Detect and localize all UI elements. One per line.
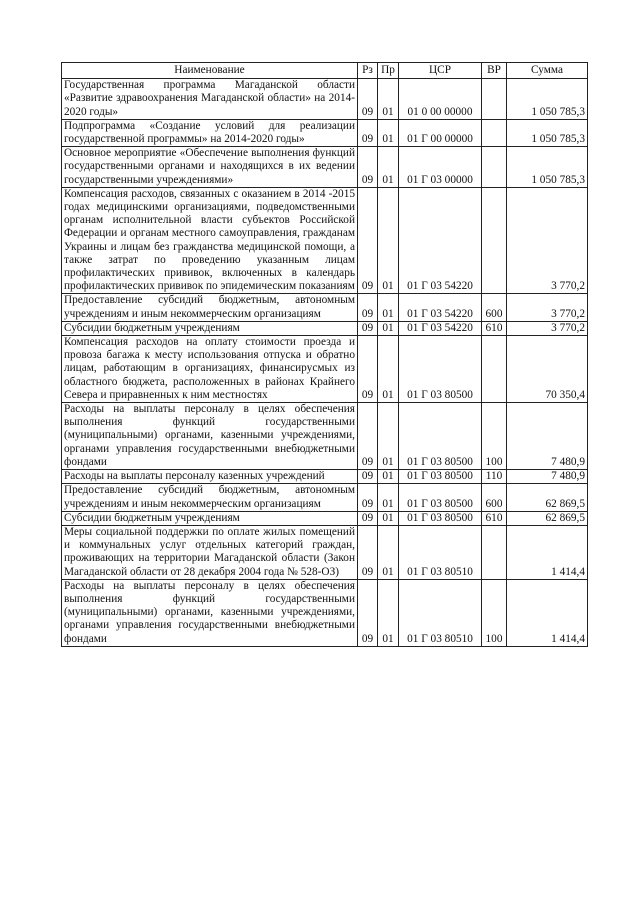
row-csr: 01 Г 00 00000 [399,119,482,146]
row-vr: 600 [482,484,507,511]
row-csr: 01 Г 03 80510 [399,525,482,579]
table-row [62,336,588,403]
row-rz: 09 [358,525,378,579]
row-rz: 09 [358,321,378,335]
row-csr: 01 Г 03 80500 [399,403,482,470]
row-rz: 09 [358,79,378,120]
row-name: Основное мероприятие «Обеспечение выполнения функций государственными органами и находящихся в их ведении государственными учреждениями» [62,147,358,188]
row-name: Субсидии бюджетным учреждениям [62,321,358,335]
row-rz: 09 [358,403,378,470]
row-csr: 01 Г 03 80510 [399,579,482,646]
table-row [62,119,588,146]
row-pr: 01 [378,511,399,525]
row-sum: 3 770,2 [507,294,588,321]
row-name: Субсидии бюджетным учреждениям [62,511,358,525]
row-pr: 01 [378,321,399,335]
row-pr: 01 [378,79,399,120]
row-vr: 600 [482,294,507,321]
row-vr: 110 [482,470,507,484]
row-pr: 01 [378,294,399,321]
row-csr: 01 Г 03 80500 [399,470,482,484]
row-name: Меры социальной поддержки по оплате жилых помещений и коммунальных услуг отдельных категорий граждан, проживающих на территории Магаданской области (Закон Магаданской области от 28 декабря 2004 года № 528-ОЗ) [62,525,358,579]
header-name: Наименование [62,63,358,79]
row-pr: 01 [378,525,399,579]
row-csr: 01 Г 03 54220 [399,187,482,294]
row-csr: 01 Г 03 80500 [399,484,482,511]
header-vr: ВР [482,63,507,79]
row-pr: 01 [378,119,399,146]
table-row [62,470,588,484]
row-pr: 01 [378,336,399,403]
row-rz: 09 [358,470,378,484]
table-row [62,484,588,511]
table-row [62,579,588,646]
row-name: Государственная программа Магаданской области «Развитие здравоохранения Магаданской области» на 2014-2020 годы» [62,79,358,120]
row-vr [482,79,507,120]
row-rz: 09 [358,147,378,188]
row-sum: 7 480,9 [507,403,588,470]
row-rz: 09 [358,119,378,146]
row-rz: 09 [358,511,378,525]
row-csr: 01 Г 03 54220 [399,321,482,335]
row-pr: 01 [378,579,399,646]
table-row [62,187,588,294]
row-sum: 7 480,9 [507,470,588,484]
row-vr [482,119,507,146]
row-name: Расходы на выплаты персоналу в целях обеспечения выполнения функций государственными (муниципальными) органами, казенными учреждениями, органами управления государственными внебюджетными фондами [62,403,358,470]
header-rz: Рз [358,63,378,79]
row-vr [482,525,507,579]
row-vr [482,187,507,294]
row-vr: 610 [482,511,507,525]
row-sum: 1 414,4 [507,579,588,646]
row-csr: 01 0 00 00000 [399,79,482,120]
row-vr: 100 [482,403,507,470]
row-name: Расходы на выплаты персоналу казенных учреждений [62,470,358,484]
row-sum: 1 050 785,3 [507,119,588,146]
row-name: Подпрограмма «Создание условий для реализации государственной программы» на 2014-2020 годы» [62,119,358,146]
row-sum: 70 350,4 [507,336,588,403]
row-name: Предоставление субсидий бюджетным, автономным учреждениям и иным некоммерческим организациям [62,294,358,321]
row-csr: 01 Г 03 80500 [399,336,482,403]
row-rz: 09 [358,579,378,646]
row-name: Предоставление субсидий бюджетным, автономным учреждениям и иным некоммерческим организациям [62,484,358,511]
row-csr: 01 Г 03 80500 [399,511,482,525]
table-row [62,525,588,579]
row-csr: 01 Г 03 00000 [399,147,482,188]
header-pr: Пр [378,63,399,79]
row-rz: 09 [358,294,378,321]
header-sum: Сумма [507,63,588,79]
row-pr: 01 [378,484,399,511]
row-name: Компенсация расходов на оплату стоимости проезда и провоза багажа к месту использования отпуска и обратно лицам, работающим в организациях, финансирусмых из областного бюджета, расположенных в районах Крайнего Севера и приравненных к ним местностях [62,336,358,403]
table-row [62,79,588,120]
table-header-row [62,63,588,79]
row-rz: 09 [358,484,378,511]
row-csr: 01 Г 03 54220 [399,294,482,321]
table-row [62,403,588,470]
row-pr: 01 [378,403,399,470]
row-rz: 09 [358,336,378,403]
row-sum: 1 414,4 [507,525,588,579]
row-rz: 09 [358,187,378,294]
table-row [62,294,588,321]
table-row [62,321,588,335]
row-name: Расходы на выплаты персоналу в целях обеспечения выполнения функций государственными (муниципальными) органами, казенными учреждениями, органами управления государственными внебюджетными фондами [62,579,358,646]
row-vr: 610 [482,321,507,335]
row-sum: 62 869,5 [507,511,588,525]
row-name: Компенсация расходов, связанных с оказанием в 2014 -2015 годах медицинскими организациями, подведомственными органам исполнительной власти субъектов Российской Федерации и органам местного самоуправления, гражданам Украины и лицам без гражданства медицинской помощи, а также затрат по проведению указанным лицам профилактических прививок, включенных в календарь профилактических прививок по эпидемическим показаниям [62,187,358,294]
table-row [62,511,588,525]
row-pr: 01 [378,470,399,484]
row-vr [482,147,507,188]
budget-table [61,62,588,647]
row-vr [482,336,507,403]
row-pr: 01 [378,187,399,294]
row-sum: 1 050 785,3 [507,147,588,188]
row-vr: 100 [482,579,507,646]
row-pr: 01 [378,147,399,188]
table-row [62,147,588,188]
header-csr: ЦСР [399,63,482,79]
row-sum: 1 050 785,3 [507,79,588,120]
row-sum: 62 869,5 [507,484,588,511]
row-sum: 3 770,2 [507,187,588,294]
row-sum: 3 770,2 [507,321,588,335]
